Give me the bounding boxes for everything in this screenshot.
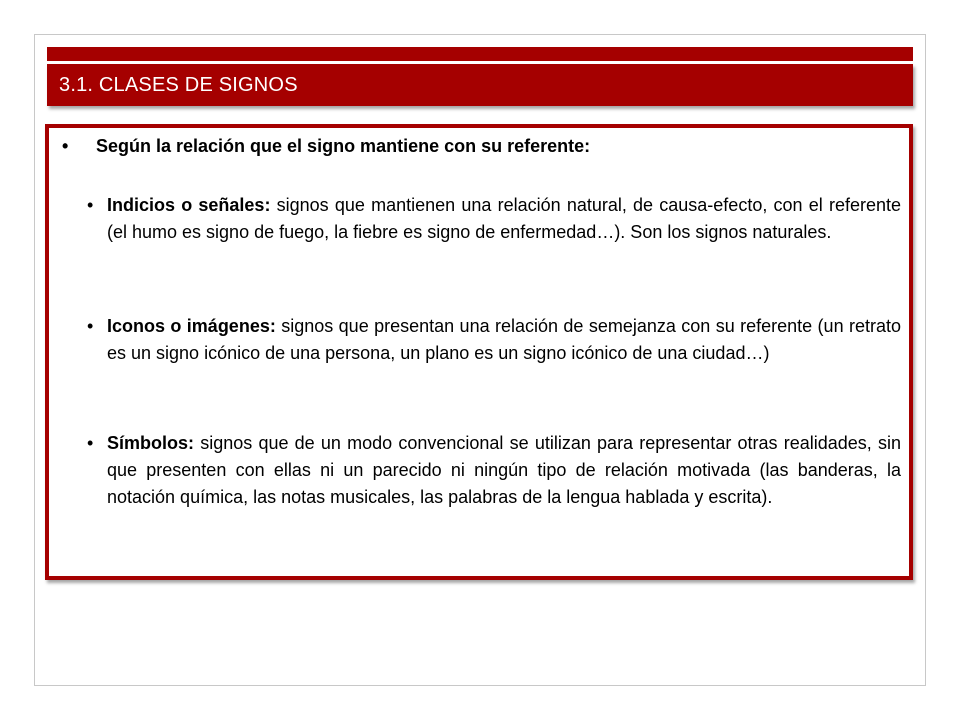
list-item-body: [107, 192, 901, 246]
list-item-text: signos que mantienen una relación natural, de causa-efecto, con el referente (el humo es signo de fuego, la fiebre es signo de enfermedad…). Son los signos naturales.: [107, 195, 901, 242]
top-accent-bar: [47, 47, 913, 61]
list-item-indicios: [87, 192, 901, 246]
list-item-body: [107, 430, 901, 511]
list-item-text: signos que presentan una relación de semejanza con su referente (un retrato es un signo icónico de una persona, un plano es un signo icónico de una ciudad…): [107, 316, 901, 363]
list-item-simbolos: [87, 430, 901, 511]
bullet-icon: •: [87, 316, 94, 336]
list-item-term: Indicios o señales:: [107, 195, 271, 215]
list-item-text: signos que de un modo convencional se utilizan para representar otras realidades, sin que presenten con ellas ni un parecido ni ningún tipo de relación motivada (las banderas, la notación química, las notas musicales, las palabras de la lengua hablada y escrita).: [107, 433, 901, 507]
bullet-icon: •: [62, 136, 69, 156]
list-item-term: Iconos o imágenes:: [107, 316, 276, 336]
list-item-term: Símbolos:: [107, 433, 195, 453]
title-bar: [47, 64, 913, 106]
list-item-iconos: [87, 313, 901, 367]
content-box: [45, 124, 913, 580]
bullet-icon: •: [87, 195, 94, 215]
list-item-body: [107, 313, 901, 367]
main-bullet-point: [62, 136, 892, 157]
bullet-icon: •: [87, 433, 94, 453]
main-point-text: Según la relación que el signo mantiene con su referente:: [96, 136, 591, 156]
slide-title: 3.1. CLASES DE SIGNOS: [59, 73, 298, 96]
